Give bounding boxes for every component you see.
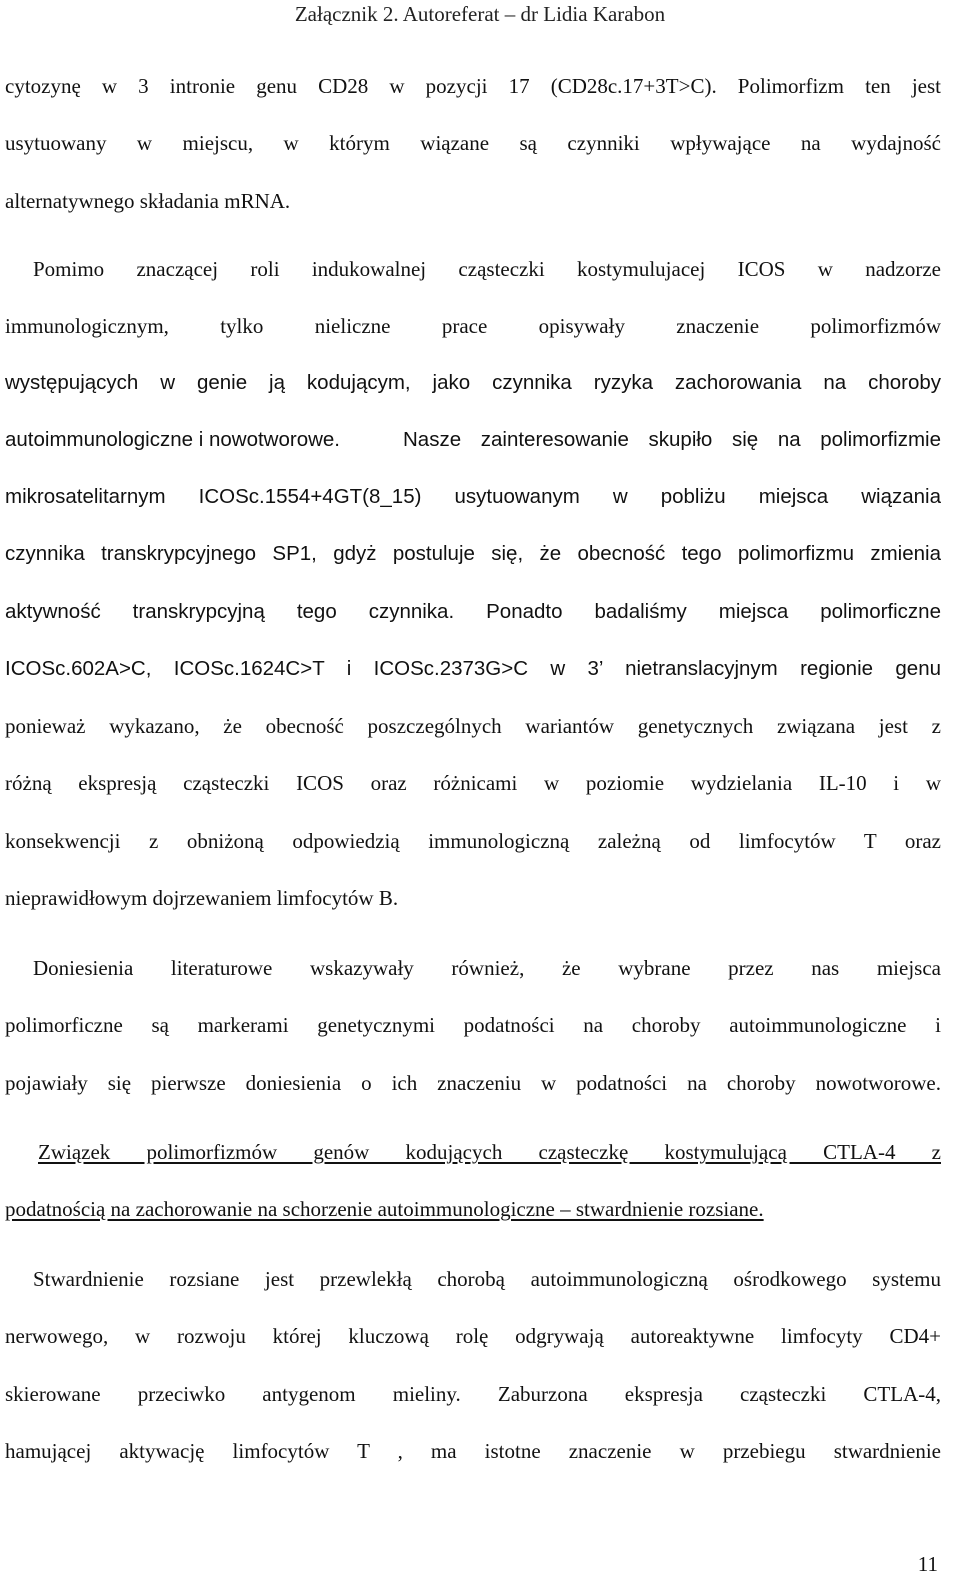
paragraph-line: polimorficzne są markerami genetycznymi podatności na choroby autoimmunologiczne i	[5, 1013, 941, 1037]
paragraph-line: Pomimo znaczącej roli indukowalnej cząsteczki kostymulujacej ICOS w nadzorze	[33, 257, 941, 281]
paragraph-line: Nasze zainteresowanie skupiło się na polimorfizmie	[403, 428, 941, 451]
paragraph-line: ponieważ wykazano, że obecność poszczególnych wariantów genetycznych związana jest z	[5, 714, 941, 738]
paragraph-line: immunologicznym, tylko nieliczne prace opisywały znaczenie polimorfizmów	[5, 314, 941, 338]
paragraph-line: hamującej aktywację limfocytów T , ma istotne znaczenie w przebiegu stwardnienie	[5, 1439, 941, 1463]
paragraph-line: cytozynę w 3 intronie genu CD28 w pozycji 17 (CD28c.17+3T>C). Polimorfizm ten jest	[5, 74, 941, 98]
paragraph-line: Stwardnienie rozsiane jest przewlekłą chorobą autoimmunologiczną ośrodkowego systemu	[33, 1267, 941, 1291]
paragraph-line: aktywność transkrypcyjną tego czynnika. Ponadto badaliśmy miejsca polimorficzne	[5, 600, 941, 623]
section-heading-line	[5, 1194, 941, 1224]
paragraph-line: Doniesienia literaturowe wskazywały również, że wybrane przez nas miejsca	[33, 956, 941, 980]
section-heading-text: Związek polimorfizmów genów kodujących cząsteczkę kostymulującą CTLA-4 z	[38, 1140, 941, 1164]
paragraph-line: autoimmunologiczne i nowotworowe.	[5, 428, 341, 451]
paragraph-line: ICOSc.602A>C, ICOSc.1624C>T i ICOSc.2373G>C w 3’ nietranslacyjnym regionie genu	[5, 657, 941, 680]
page-number: 11	[917, 1552, 938, 1576]
section-heading-line	[38, 1137, 941, 1167]
paragraph-line: mikrosatelitarnym ICOSc.1554+4GT(8_15) usytuowanym w pobliżu miejsca wiązania	[5, 485, 941, 508]
paragraph-line: konsekwencji z obniżoną odpowiedzią immunologiczną zależną od limfocytów T oraz	[5, 829, 941, 853]
section-heading-text: podatnością na zachorowanie na schorzenie autoimmunologiczne – stwardnienie rozsiane.	[5, 1197, 764, 1221]
paragraph-line: różną ekspresją cząsteczki ICOS oraz różnicami w poziomie wydzielania IL-10 i w	[5, 771, 941, 795]
paragraph-line: skierowane przeciwko antygenom mieliny. Zaburzona ekspresja cząsteczki CTLA-4,	[5, 1382, 941, 1406]
paragraph-line: nerwowego, w rozwoju której kluczową rolę odgrywają autoreaktywne limfocyty CD4+	[5, 1324, 941, 1348]
paragraph-line: występujących w genie ją kodującym, jako czynnika ryzyka zachorowania na choroby	[5, 371, 941, 394]
paragraph-line: usytuowany w miejscu, w którym wiązane są czynniki wpływające na wydajność	[5, 131, 941, 155]
paragraph-line: pojawiały się pierwsze doniesienia o ich znaczeniu w podatności na choroby nowotworowe.	[5, 1071, 941, 1095]
paragraph-line: czynnika transkrypcyjnego SP1, gdyż postuluje się, że obecność tego polimorfizmu zmienia	[5, 542, 941, 565]
paragraph-line: nieprawidłowym dojrzewaniem limfocytów B.	[5, 886, 399, 910]
paragraph-line: alternatywnego składania mRNA.	[5, 189, 291, 213]
page-header: Załącznik 2. Autoreferat – dr Lidia Karabon	[294, 2, 666, 26]
